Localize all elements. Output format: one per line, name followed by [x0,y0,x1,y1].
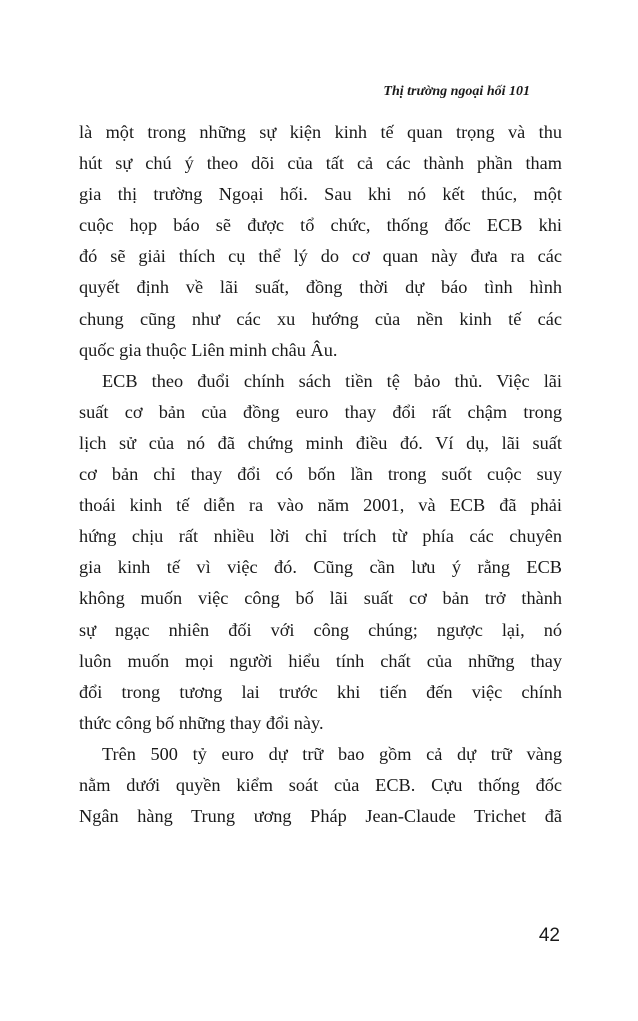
paragraph-2 [79,366,562,739]
text-line: thoái kinh tế diễn ra vào năm 2001, và ECB đã phải [79,495,562,516]
text-line: cuộc họp báo sẽ được tổ chức, thống đốc ECB khi [79,215,562,236]
paragraph-3 [79,739,562,832]
text-line: gia thị trường Ngoại hối. Sau khi nó kết thúc, một [79,184,562,205]
text-line: là một trong những sự kiện kinh tế quan trọng và thu [79,122,562,142]
text-line: chung cũng như các xu hướng của nền kinh tế các [79,308,562,329]
text-line: suất cơ bản của đồng euro thay đổi rất chậm trong [79,401,562,422]
text-line: lịch sử của nó đã chứng minh điều đó. Ví dụ, lãi suất [79,432,562,453]
text-line: quyết định về lãi suất, đồng thời dự báo tình hình [79,277,562,298]
text-line: nằm dưới quyền kiểm soát của ECB. Cựu thống đốc [79,774,562,795]
text-line: cơ bản chỉ thay đổi có bốn lần trong suốt cuộc suy [79,464,562,485]
running-header: Thị trường ngoại hối 101 [383,84,530,99]
page-number: 42 [538,925,560,946]
text-line: hút sự chú ý theo dõi của tất cả các thành phần tham [79,153,562,174]
text-line: gia kinh tế vì việc đó. Cũng cần lưu ý rằng ECB [79,557,562,578]
text-line: Trên 500 tỷ euro dự trữ bao gồm cả dự trữ vàng [102,743,562,764]
body-text [79,117,562,832]
text-line: hứng chịu rất nhiều lời chỉ trích từ phía các chuyên [79,526,562,547]
text-line: ECB theo đuổi chính sách tiền tệ bảo thủ. Việc lãi [102,370,562,391]
paragraph-1 [79,117,562,366]
text-line: không muốn việc công bố lãi suất cơ bản trở thành [79,588,562,609]
text-line: sự ngạc nhiên đối với công chúng; ngược lại, nó [79,619,562,640]
text-line: đổi trong tương lai trước khi tiến đến việc chính [79,681,562,702]
text-line: đó sẽ giải thích cụ thể lý do cơ quan này đưa ra các [79,246,562,267]
text-line: quốc gia thuộc Liên minh châu Âu. [79,339,338,360]
text-line: Ngân hàng Trung ương Pháp Jean-Claude Trichet đã [79,806,562,827]
text-line: thức công bố những thay đổi này. [79,712,324,733]
text-line: luôn muốn mọi người hiểu tính chất của những thay [79,650,562,671]
